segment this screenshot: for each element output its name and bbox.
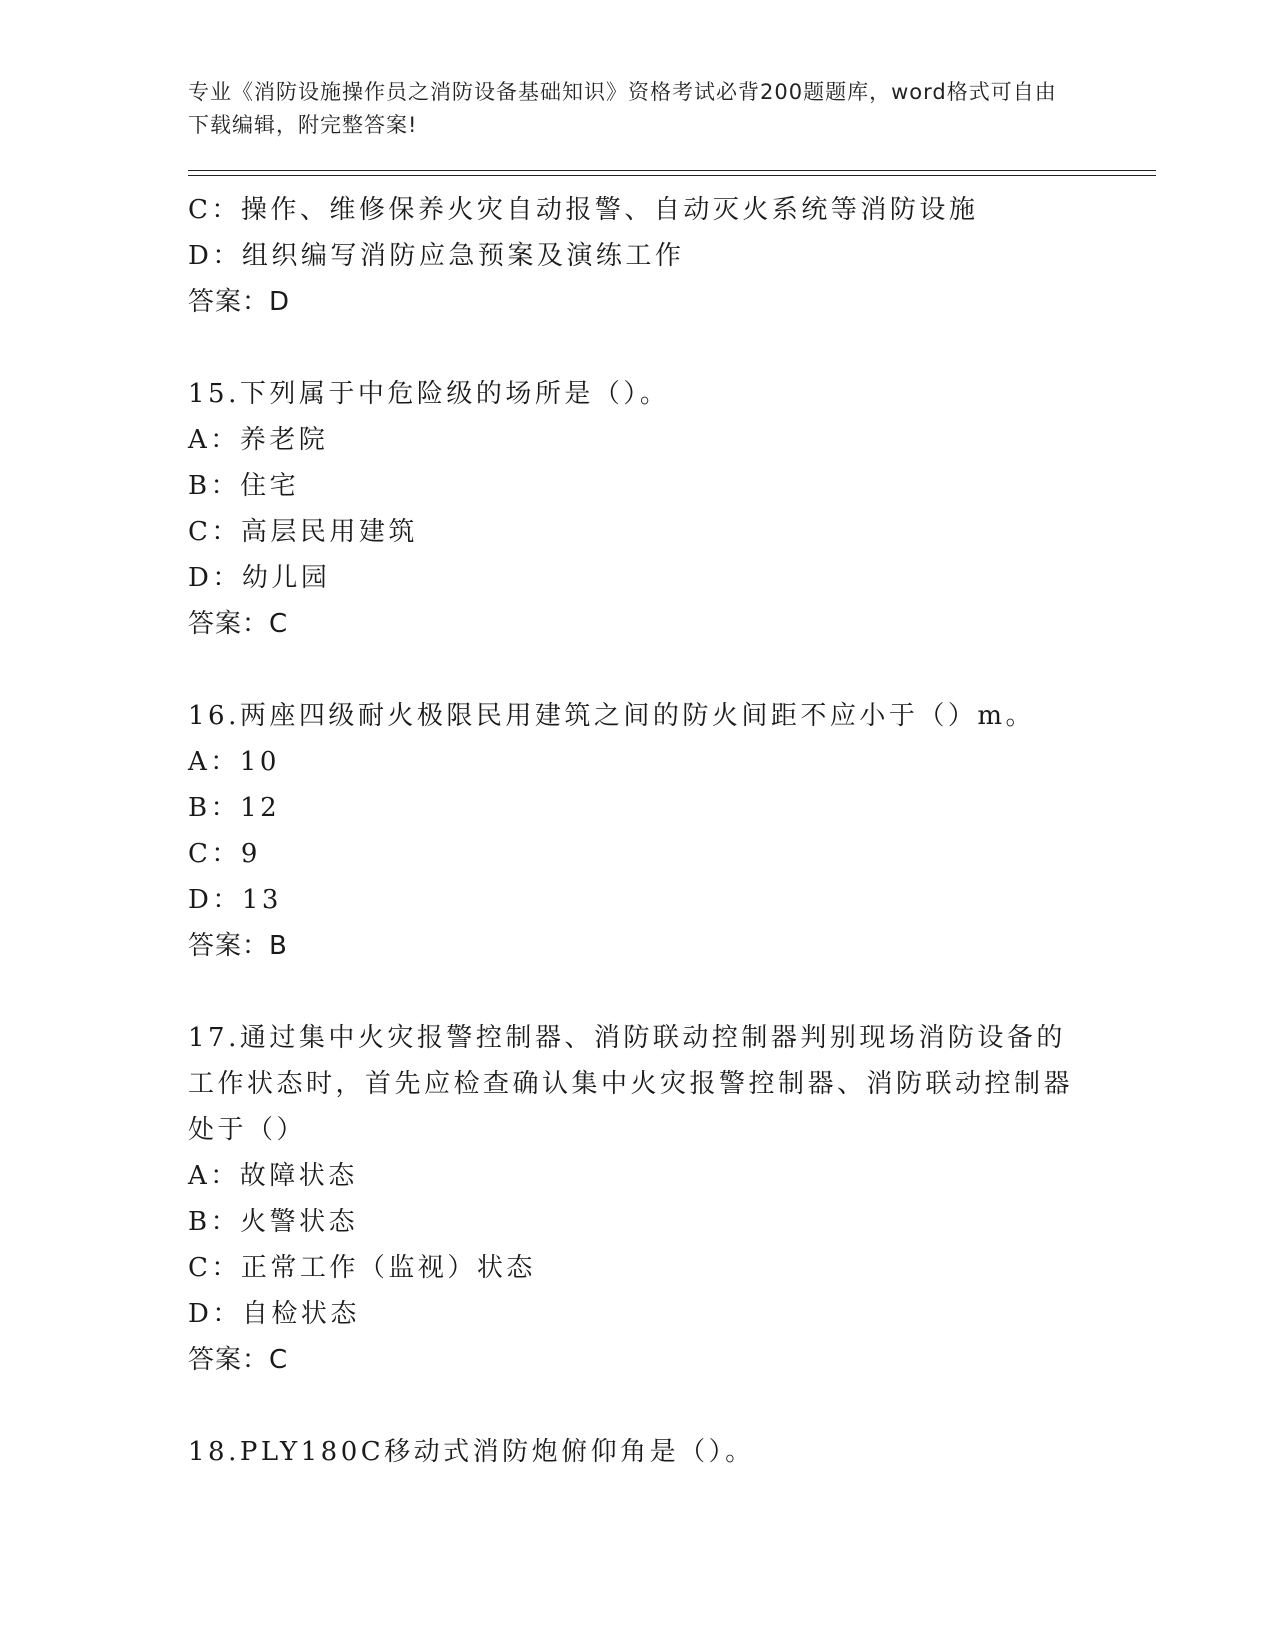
option-d: D：13 — [188, 885, 282, 915]
option-c: C：正常工作（监视）状态 — [188, 1253, 536, 1283]
option-d: D：幼儿园 — [188, 563, 331, 593]
option-b: B：住宅 — [188, 471, 300, 501]
option-a: A：故障状态 — [188, 1161, 358, 1191]
option-c: C：操作、维修保养火灾自动报警、自动灭火系统等消防设施 — [188, 195, 979, 225]
question-17 — [188, 1015, 1088, 1383]
option-a: A：养老院 — [188, 425, 329, 455]
option-b: B：12 — [188, 793, 281, 823]
option-d: D：自检状态 — [188, 1299, 360, 1329]
question-16 — [188, 693, 1088, 969]
option-b: B：火警状态 — [188, 1207, 359, 1237]
document-intro: 专业《消防设施操作员之消防设备基础知识》资格考试必背200题题库，word格式可自由下载编辑，附完整答案! — [188, 80, 1057, 137]
question-stem: 16.两座四级耐火极限民用建筑之间的防火间距不应小于（）m。 — [188, 701, 1036, 731]
option-a: A：10 — [188, 747, 280, 777]
question-stem: 15.下列属于中危险级的场所是（）。 — [188, 379, 670, 409]
question-list — [188, 187, 1088, 1475]
question-stem: 17.通过集中火灾报警控制器、消防联动控制器判别现场消防设备的工作状态时，首先应检查确认集中火灾报警控制器、消防联动控制器处于（） — [188, 1023, 1074, 1145]
previous-question-tail — [188, 187, 1088, 325]
answer-line: 答案：D — [188, 287, 291, 317]
option-d: D：组织编写消防应急预案及演练工作 — [188, 241, 685, 271]
option-c: C：9 — [188, 839, 261, 869]
question-18 — [188, 1429, 1088, 1475]
answer-line: 答案：C — [188, 609, 289, 639]
answer-line: 答案：B — [188, 931, 288, 961]
header-divider-bottom — [188, 175, 1156, 176]
option-c: C：高层民用建筑 — [188, 517, 418, 547]
question-15 — [188, 371, 1088, 647]
question-stem: 18.PLY180C移动式消防炮俯仰角是（）。 — [188, 1437, 755, 1467]
answer-line: 答案：C — [188, 1345, 289, 1375]
header-divider-top — [188, 170, 1156, 171]
